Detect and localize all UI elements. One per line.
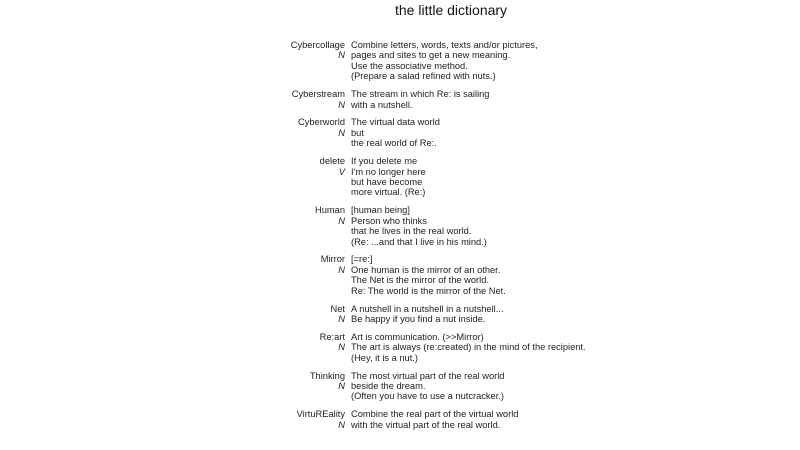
entry-definition bbox=[351, 332, 586, 363]
definition-line: the real world of Re:. bbox=[351, 138, 437, 149]
entry-definition bbox=[351, 205, 487, 247]
definition-line: I'm no longer here bbox=[351, 166, 426, 177]
dictionary-entry bbox=[0, 304, 800, 325]
definition-line: (Hey, it is a nut.) bbox=[351, 352, 418, 363]
entry-definition bbox=[351, 254, 506, 296]
definition-line: beside the dream. bbox=[351, 380, 426, 391]
entry-term: Thinking bbox=[309, 370, 345, 381]
entry-headword-column bbox=[0, 40, 351, 82]
dictionary-entry bbox=[0, 156, 800, 198]
entry-part-of-speech: N bbox=[338, 99, 345, 110]
entry-headword-column bbox=[0, 254, 351, 296]
entry-part-of-speech: N bbox=[338, 419, 345, 430]
definition-line: pages and sites to get a new meaning. bbox=[351, 50, 511, 61]
entry-term: delete bbox=[319, 156, 345, 167]
page-title: the little dictionary bbox=[395, 2, 508, 18]
entry-headword-column bbox=[0, 304, 351, 325]
definition-line: Art is communication. (>>Mirror) bbox=[351, 331, 484, 342]
dictionary-entry bbox=[0, 205, 800, 247]
definition-line: The stream in which Re: is sailing bbox=[351, 89, 490, 100]
definition-line: One human is the mirror of an other. bbox=[351, 264, 501, 275]
definition-line: A nutshell in a nutshell in a nutshell... bbox=[351, 303, 504, 314]
definition-line: (Prepare a salad refined with nuts.) bbox=[351, 71, 496, 82]
entry-part-of-speech: N bbox=[338, 215, 345, 226]
entry-part-of-speech: N bbox=[338, 127, 345, 138]
entry-definition bbox=[351, 40, 538, 82]
definition-line: If you delete me bbox=[351, 156, 418, 167]
entry-definition bbox=[351, 156, 426, 198]
definition-line: (Re: ...and that I live in his mind.) bbox=[351, 236, 487, 247]
definition-line: but bbox=[351, 127, 364, 138]
entry-term: Re:art bbox=[319, 331, 345, 342]
dictionary-entry bbox=[0, 117, 800, 148]
entry-headword-column bbox=[0, 117, 351, 148]
entry-headword-column bbox=[0, 409, 351, 430]
dictionary-entry bbox=[0, 409, 800, 430]
definition-line: Person who thinks bbox=[351, 215, 427, 226]
entry-term: Mirror bbox=[320, 254, 345, 265]
dictionary-entry bbox=[0, 89, 800, 110]
entry-part-of-speech: N bbox=[338, 380, 345, 391]
definition-line: with a nutshell. bbox=[351, 99, 413, 110]
definition-line: Use the associative method. bbox=[351, 60, 468, 71]
definition-line: The Net is the mirror of the world. bbox=[351, 275, 489, 286]
definition-line: The virtual data world bbox=[351, 117, 440, 128]
entry-definition bbox=[351, 117, 440, 148]
definition-line: Be happy if you find a nut inside. bbox=[351, 313, 486, 324]
entry-definition bbox=[351, 371, 504, 402]
entry-definition bbox=[351, 304, 503, 325]
entry-definition bbox=[351, 409, 518, 430]
dictionary-entry bbox=[0, 371, 800, 402]
definition-line: with the virtual part of the real world. bbox=[351, 419, 501, 430]
dictionary-entry bbox=[0, 332, 800, 363]
entry-part-of-speech: N bbox=[338, 50, 345, 61]
definition-line: more virtual. (Re:) bbox=[351, 187, 426, 198]
definition-line: Combine the real part of the virtual world bbox=[351, 409, 519, 420]
entry-headword-column bbox=[0, 89, 351, 110]
entry-term: VirtuREality bbox=[296, 409, 345, 420]
entry-headword-column bbox=[0, 371, 351, 402]
entry-part-of-speech: N bbox=[338, 264, 345, 275]
definition-line: The most virtual part of the real world bbox=[351, 370, 505, 381]
entry-term: Cybercollage bbox=[290, 40, 345, 50]
dictionary-entry bbox=[0, 254, 800, 296]
definition-line: [=re:] bbox=[351, 254, 373, 265]
entry-headword-column bbox=[0, 332, 351, 363]
entry-part-of-speech: N bbox=[338, 342, 345, 353]
entry-part-of-speech: V bbox=[338, 166, 345, 177]
definition-line: The art is always (re:created) in the mind of the recipient. bbox=[351, 342, 586, 353]
definition-line: Combine letters, words, texts and/or pictures, bbox=[351, 40, 538, 50]
entry-part-of-speech: N bbox=[338, 313, 345, 324]
dictionary-entry bbox=[0, 40, 800, 82]
definition-line: that he lives in the real world. bbox=[351, 226, 472, 237]
entry-term: Cyberworld bbox=[297, 117, 345, 128]
definition-line: (Often you have to use a nutcracker.) bbox=[351, 391, 504, 402]
entry-term: Human bbox=[315, 205, 345, 216]
definition-line: but have become bbox=[351, 176, 423, 187]
entry-headword-column bbox=[0, 205, 351, 247]
dictionary-list bbox=[0, 40, 800, 438]
entry-term: Net bbox=[330, 303, 345, 314]
entry-definition bbox=[351, 89, 489, 110]
definition-line: [human being] bbox=[351, 205, 410, 216]
entry-headword-column bbox=[0, 156, 351, 198]
entry-term: Cyberstream bbox=[291, 89, 345, 100]
definition-line: Re: The world is the mirror of the Net. bbox=[351, 285, 506, 296]
